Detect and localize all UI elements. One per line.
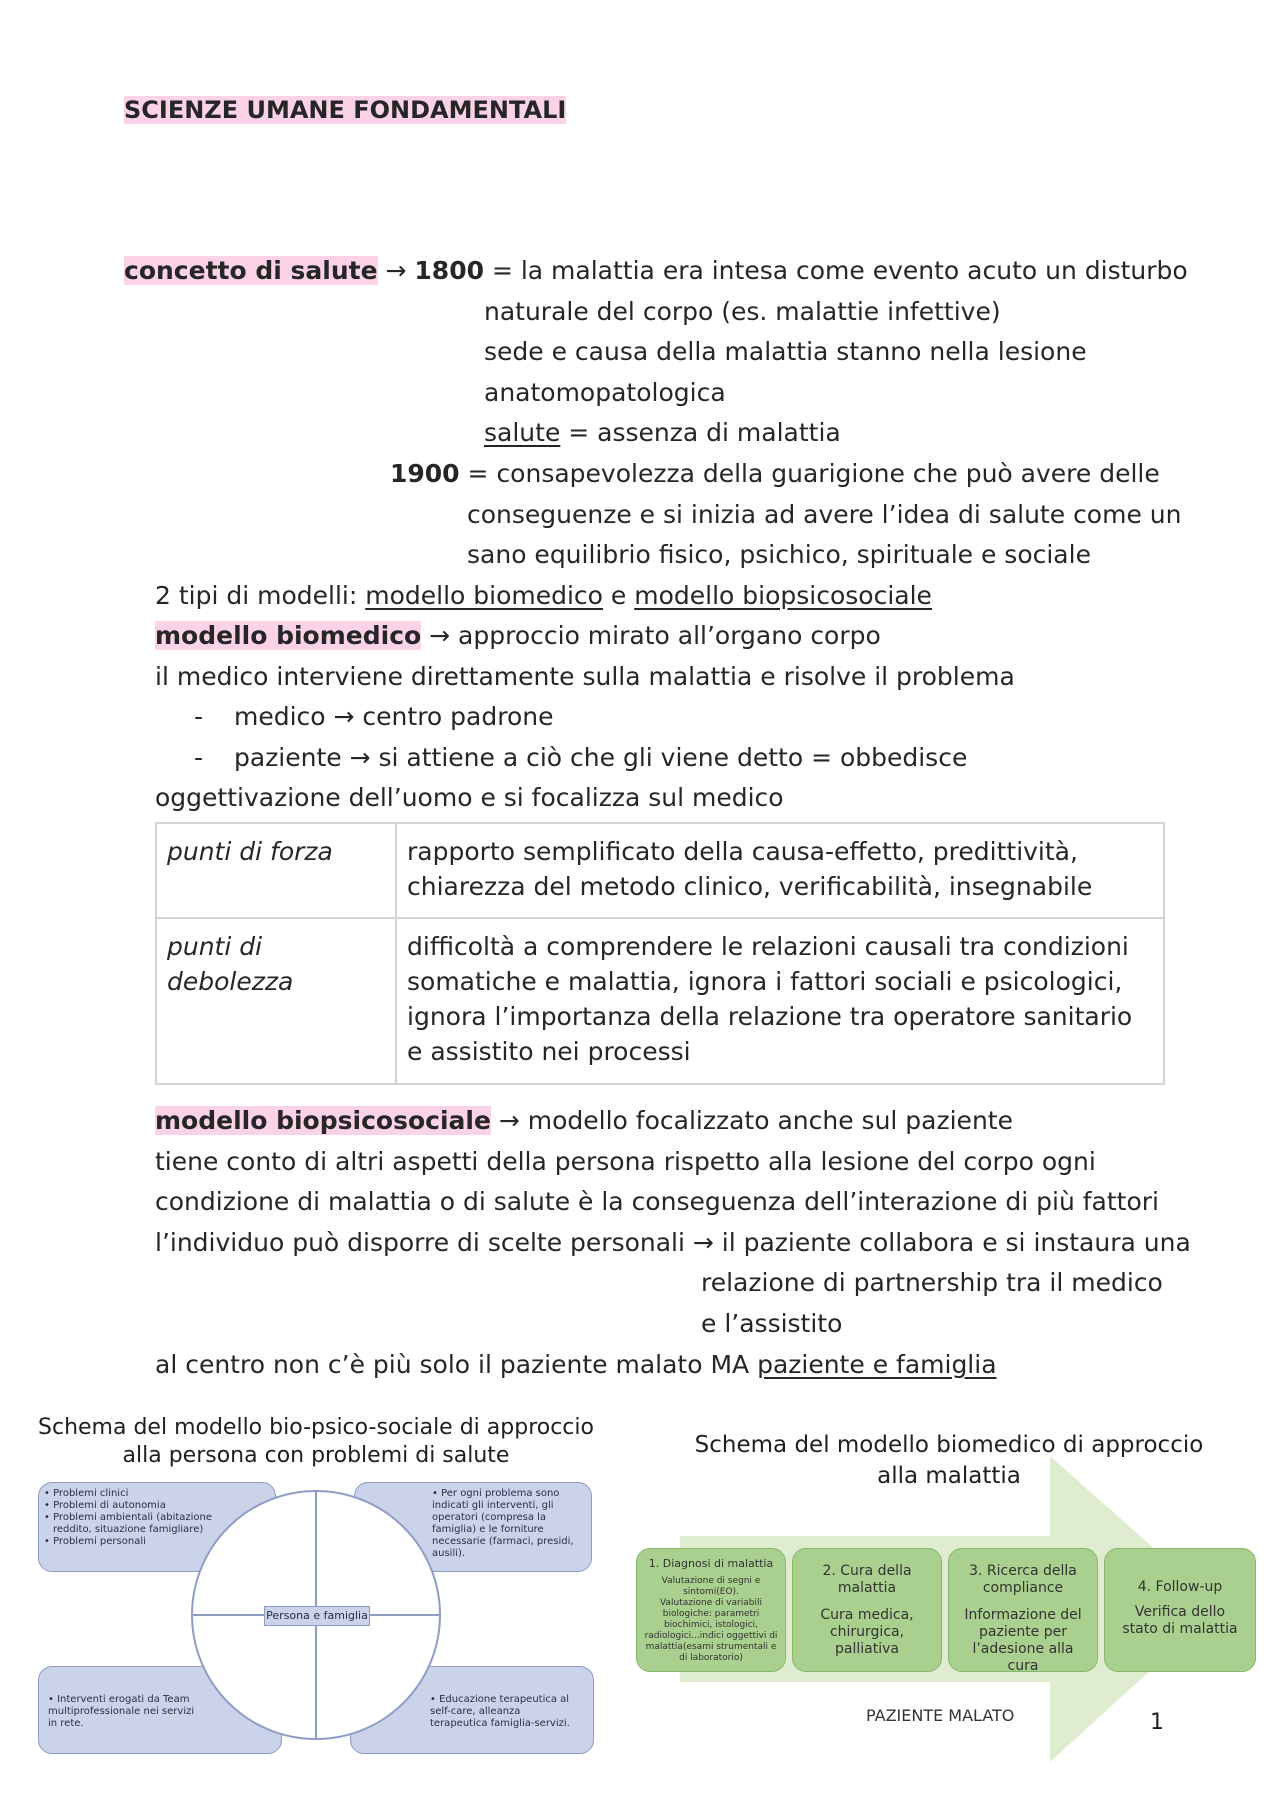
salute-1800-line-4: anatomopatologica	[484, 378, 726, 407]
table-head-cell: punti di debolezza	[156, 918, 396, 1084]
salute-1900-line-2: conseguenze e si inizia ad avere l’idea di salute come un	[467, 500, 1182, 529]
biopsico-indent-2: e l’assistito	[701, 1309, 843, 1338]
salute-line-1800: concetto di salute → 1800 = la malattia era intesa come evento acuto un disturbo	[124, 256, 1188, 285]
biopsico-indent-1: relazione di partnership tra il medico	[701, 1268, 1163, 1297]
center-label: Persona e famiglia	[264, 1606, 370, 1626]
year-1800: 1800	[414, 256, 484, 285]
panel-problems-text: • Problemi clinici • Problemi di autonomia • Problemi ambientali (abitazione reddito, situazione famigliare) • Problemi personali	[44, 1488, 212, 1548]
diagram2-title: Schema del modello biomedico di approccio alla malattia	[694, 1432, 1204, 1489]
table-row	[156, 823, 1164, 918]
biopsico-line-1: tiene conto di altri aspetti della persona rispetto alla lesione del corpo ogni	[155, 1147, 1096, 1176]
salute-1900-line-3: sano equilibrio fisico, psichico, spirituale e sociale	[467, 540, 1091, 569]
biopsico-line-2: condizione di malattia o di salute è la conseguenza dell’interazione di più fattori	[155, 1187, 1159, 1216]
salute-1800-line-3: sede e causa della malattia stanno nella lesione	[484, 337, 1087, 366]
salute-term: concetto di salute	[124, 256, 378, 285]
panel-education-text: • Educazione terapeutica al self-care, alleanza terapeutica famiglia-servizi.	[430, 1694, 570, 1729]
biomedico-bullet-2: - paziente → si attiene a ciò che gli viene detto = obbedisce	[194, 743, 968, 772]
year-1900: 1900	[390, 459, 460, 488]
stage-followup: 4. Follow-up Verifica dello stato di malattia	[1104, 1548, 1256, 1672]
biomedico-bullet-1: - medico → centro padrone	[194, 702, 554, 731]
table-body-cell: rapporto semplificato della causa-effetto, predittività, chiarezza del metodo clinico, verificabilità, insegnabile	[396, 823, 1164, 918]
stage-diagnosi: 1. Diagnosi di malattia Valutazione di segni e sintomi(EO). Valutazione di variabili biologiche: parametri biochimici, istologici, radiologici...indici oggettivi di malattia(esami strumentali e di laboratorio)	[636, 1548, 786, 1672]
modelli-intro: 2 tipi di modelli: modello biomedico e modello biopsicosociale	[155, 581, 932, 610]
biopsico-line-3: l’individuo può disporre di scelte personali → il paziente collabora e si instaura una	[155, 1228, 1191, 1257]
biomedico-line-2: il medico interviene direttamente sulla malattia e risolve il problema	[155, 662, 1015, 691]
biomedico-line-3: oggettivazione dell’uomo e si focalizza sul medico	[155, 783, 784, 812]
diagram1-title: Schema del modello bio-psico-sociale di approccio alla persona con problemi di salute	[38, 1415, 594, 1468]
biopsico-heading: modello biopsicosociale → modello focalizzato anche sul paziente	[155, 1106, 1013, 1135]
table-head-cell: punti di forza	[156, 823, 396, 918]
diagram2-footer: PAZIENTE MALATO	[866, 1706, 1015, 1725]
biopsicosocial-diagram	[36, 1410, 596, 1760]
biopsico-term: modello biopsicosociale	[155, 1106, 491, 1135]
salute-definition: salute = assenza di malattia	[484, 418, 841, 447]
page-number: 1	[1150, 1710, 1164, 1735]
stage-compliance: 3. Ricerca della compliance Informazione del paziente per l’adesione alla cura	[948, 1548, 1098, 1672]
biomedical-diagram	[636, 1424, 1262, 1784]
salute-1800-line-2: naturale del corpo (es. malattie infettive)	[484, 297, 1001, 326]
biomedico-term: modello biomedico	[155, 621, 422, 650]
biomedico-heading: modello biomedico → approccio mirato all’organo corpo	[155, 621, 881, 650]
page-title: SCIENZE UMANE FONDAMENTALI	[124, 96, 567, 124]
table-body-cell: difficoltà a comprendere le relazioni causali tra condizioni somatiche e malattia, ignora i fattori sociali e psicologici, ignora l’importanza della relazione tra operatore sanitario e assistito nei processi	[396, 918, 1164, 1084]
stage-cura: 2. Cura della malattia Cura medica, chirurgica, palliativa	[792, 1548, 942, 1672]
table-row	[156, 918, 1164, 1084]
salute-line-1900: 1900 = consapevolezza della guarigione che può avere delle	[390, 459, 1160, 488]
biopsico-last: al centro non c’è più solo il paziente malato MA paziente e famiglia	[155, 1350, 997, 1379]
panel-team-text: • Interventi erogati da Team multiprofessionale nei servizi in rete.	[48, 1694, 195, 1729]
panel-interventions-text: • Per ogni problema sono indicati gli interventi, gli operatori (compresa la famiglia) e le forniture necessarie (farmaci, presidi, ausili).	[432, 1488, 574, 1559]
strengths-weaknesses-table	[155, 822, 1165, 1085]
